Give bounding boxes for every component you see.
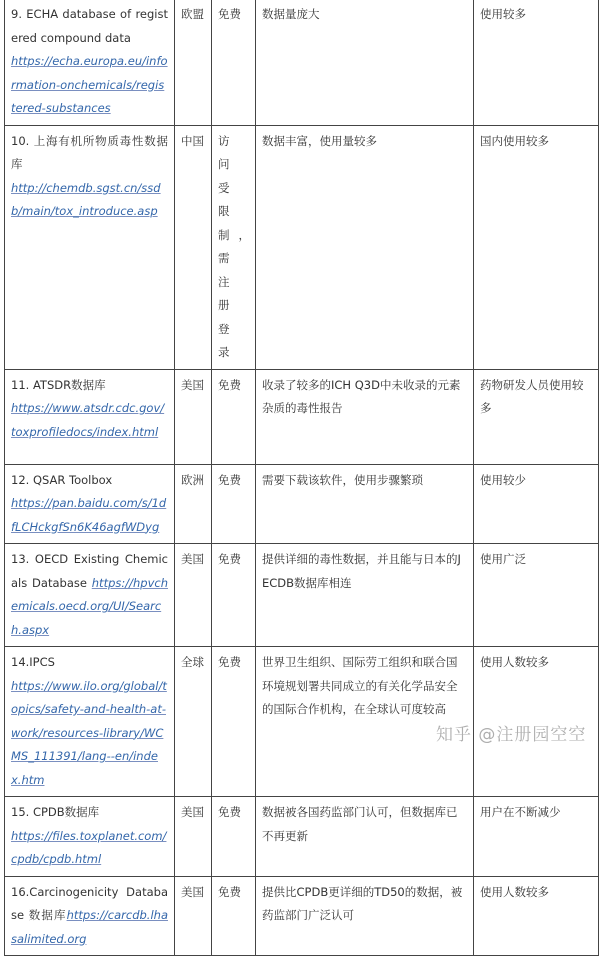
region-cell: 中国 bbox=[175, 125, 212, 369]
database-name: 13. OECD Existing Chemicals Database bbox=[11, 552, 168, 590]
database-name: 12. QSAR Toolbox bbox=[11, 472, 113, 487]
table-row bbox=[5, 0, 599, 125]
database-name: 16.Carcinogenicity Database 数据库 bbox=[11, 884, 168, 922]
database-link[interactable]: https://pan.baidu.com/s/1dfLCHckgfSn6K46agfWDyg bbox=[11, 496, 167, 534]
features-cell: 收录了较多的ICH Q3D中未收录的元素杂质的毒性报告 bbox=[256, 369, 474, 464]
features-cell: 需要下载该软件，使用步骤繁琐 bbox=[256, 464, 474, 544]
region-cell: 美国 bbox=[175, 369, 212, 464]
database-name: 15. CPDB数据库 bbox=[11, 805, 100, 819]
features-cell: 数据被各国药监部门认可，但数据库已不再更新 bbox=[256, 797, 474, 877]
database-link[interactable]: http://chemdb.sgst.cn/ssdb/main/tox_introduce.asp bbox=[11, 180, 161, 218]
database-link[interactable]: https://echa.europa.eu/information-onchemicals/registered-substances bbox=[11, 54, 168, 115]
region-cell: 美国 bbox=[175, 797, 212, 877]
access-cell: 免费 bbox=[212, 876, 256, 956]
database-link[interactable]: https://carcdb.lhasalimited.org bbox=[11, 908, 168, 946]
table-row bbox=[5, 464, 599, 544]
usage-cell: 用户在不断减少 bbox=[474, 797, 599, 877]
access-cell: 免费 bbox=[212, 464, 256, 544]
database-name-cell bbox=[5, 797, 175, 877]
features-cell: 数据量庞大 bbox=[256, 0, 474, 125]
database-name-cell bbox=[5, 0, 175, 125]
features-cell: 提供详细的毒性数据，并且能与日本的JECDB数据库相连 bbox=[256, 544, 474, 647]
access-cell: 免费 bbox=[212, 647, 256, 797]
usage-cell: 国内使用较多 bbox=[474, 125, 599, 369]
database-link[interactable]: https://hpvchemicals.oecd.org/UI/Search.aspx bbox=[11, 575, 168, 637]
table-row bbox=[5, 797, 599, 877]
database-name: 11. ATSDR数据库 bbox=[11, 377, 106, 392]
database-name-cell bbox=[5, 544, 175, 647]
usage-cell: 使用较多 bbox=[474, 0, 599, 125]
database-name: 9. ECHA database of registered compound data bbox=[11, 7, 168, 45]
region-cell: 美国 bbox=[175, 544, 212, 647]
database-name: 14.IPCS bbox=[11, 655, 55, 669]
table-row bbox=[5, 369, 599, 464]
region-cell: 欧洲 bbox=[175, 464, 212, 544]
access-cell: 免费 bbox=[212, 369, 256, 464]
access-cell: 免费 bbox=[212, 0, 256, 125]
access-cell: 访问受限制，需注册登录 bbox=[212, 125, 256, 369]
features-cell: 数据丰富，使用量较多 bbox=[256, 125, 474, 369]
usage-cell: 使用人数较多 bbox=[474, 647, 599, 797]
usage-cell: 使用较少 bbox=[474, 464, 599, 544]
database-link[interactable]: https://files.toxplanet.com/cpdb/cpdb.html bbox=[11, 828, 167, 866]
zhihu-watermark: 知乎 @注册园空空 bbox=[436, 725, 587, 745]
region-cell: 美国 bbox=[175, 876, 212, 956]
usage-cell: 药物研发人员使用较多 bbox=[474, 369, 599, 464]
access-cell: 免费 bbox=[212, 797, 256, 877]
features-cell: 提供比CPDB更详细的TD50的数据，被药监部门广泛认可 bbox=[256, 876, 474, 956]
database-name-cell bbox=[5, 369, 175, 464]
database-name-cell bbox=[5, 125, 175, 369]
region-cell: 欧盟 bbox=[175, 0, 212, 125]
usage-cell: 使用广泛 bbox=[474, 544, 599, 647]
database-name-cell bbox=[5, 876, 175, 956]
database-name: 10. 上海有机所物质毒性数据库 bbox=[11, 133, 168, 171]
database-name-cell bbox=[5, 647, 175, 797]
database-name-cell bbox=[5, 464, 175, 544]
table-row bbox=[5, 125, 599, 369]
region-cell: 全球 bbox=[175, 647, 212, 797]
database-link[interactable]: https://www.atsdr.cdc.gov/toxprofiledocs/index.html bbox=[11, 401, 165, 439]
database-table bbox=[4, 0, 599, 956]
access-cell: 免费 bbox=[212, 544, 256, 647]
usage-cell: 使用人数较多 bbox=[474, 876, 599, 956]
database-link[interactable]: https://www.ilo.org/global/topics/safety-and-health-at-work/resources-library/WCMS_111391/lang--en/index.htm bbox=[11, 678, 167, 787]
table-row bbox=[5, 876, 599, 956]
features-cell: 世界卫生组织、国际劳工组织和联合国环境规划署共同成立的有关化学品安全的国际合作机构，在全球认可度较高 bbox=[256, 647, 474, 797]
table-row bbox=[5, 544, 599, 647]
